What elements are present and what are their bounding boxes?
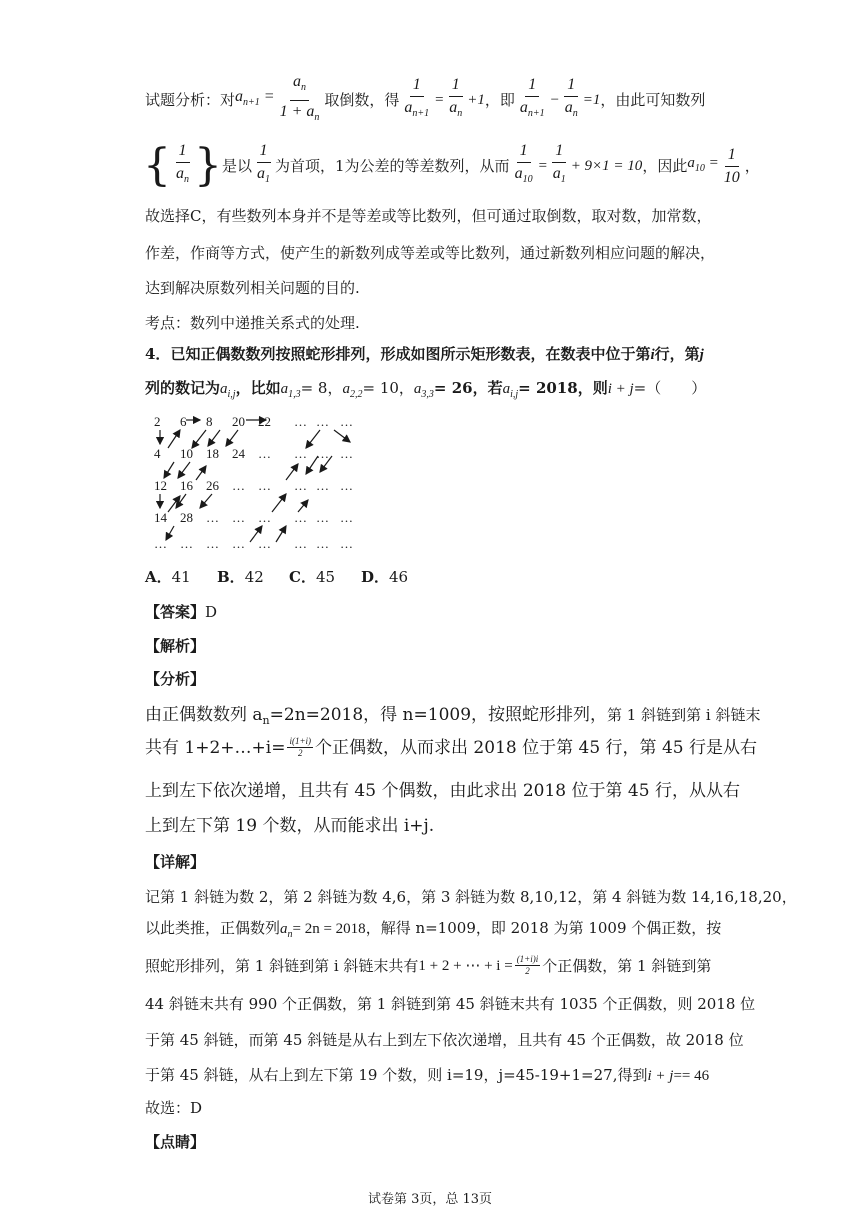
figure-arrow — [176, 494, 186, 508]
xiangjie-label: 【详解】 — [145, 853, 206, 871]
fenxi-sum-fraction: $\frac{i(1+i)}{2}$ — [289, 736, 312, 758]
answer-fraction: $\frac{1}{10}$ — [723, 145, 740, 186]
figure-cell: 14 — [154, 510, 167, 525]
figure-cell: 2 — [154, 414, 161, 429]
figure-cell: … — [294, 510, 307, 525]
question-text-2: 行，第 — [654, 345, 700, 363]
figure-cell: … — [316, 536, 329, 551]
fenxi-label: 【分析】 — [145, 670, 206, 688]
xiangjie-line-6: 于第 45 斜链，从右上到左下第 19 个数，则 i=19，j=45-19+1=27,得到 i + j == 46 — [145, 1066, 710, 1084]
xiangjie-line-7: 故选：D — [145, 1099, 203, 1117]
option-a[interactable]: A．41 — [145, 568, 191, 586]
eq2-fraction-left: $\frac{1}{a_{n+1}}$ — [404, 76, 430, 120]
eq3-fraction-right: $\frac{1}{a_n}$ — [564, 76, 578, 120]
dianjing-label: 【点睛】 — [145, 1133, 206, 1151]
ex2-val: = 10， — [362, 379, 414, 397]
ex1-val: = 8， — [300, 379, 343, 397]
a10-fraction: $\frac{1}{a_{10}}$ — [514, 142, 533, 186]
question-text-4: ，比如 — [235, 379, 281, 397]
page-footer: 试卷第 3页，总 13页 — [367, 1192, 493, 1207]
eq1-lhs: $a_{n+1}$ = — [235, 87, 275, 109]
figure-cell: … — [294, 446, 307, 461]
analysis-line-2: { $\frac{1}{a_n}$ } 是以 $\frac{1}{a_1}$ 为首项，1为公差的等差数列，从而 $\frac{1}{a_{10}}$ = $\frac{1}{a_1}$ + 9×1 = 10 ，因此 $a_{10}$ = $\frac{1}{10}$ ， — [143, 140, 760, 191]
answer-label: 【答案】 — [145, 603, 206, 621]
eq3-fraction-left: $\frac{1}{a_{n+1}}$ — [519, 76, 545, 120]
question-line-2: 列的数记为 $a_{i,j}$ ，比如 $a_{1,3}$ = 8， $a_{2,2}$ = 10， $a_{3,3}$ = 26，若 $a_{i,j}$ = 2018，则 i + j =（ ） — [145, 379, 707, 400]
figure-cell: 12 — [154, 478, 167, 493]
question-text-1: 已知正偶数数列按照蛇形排列，形成如图所示矩形数表，在数表中位于第 — [170, 345, 651, 363]
para-2: 作差，作商等方式，使产生的新数列成等差或等比数列，通过新数列相应问题的解决， — [145, 244, 716, 262]
figure-cell: … — [258, 446, 271, 461]
figure-cell: 26 — [206, 478, 219, 493]
var-j: j — [699, 347, 704, 363]
figure-arrow — [168, 430, 180, 448]
figure-cell: … — [316, 510, 329, 525]
take-reciprocal-text: 取倒数，得 — [324, 91, 400, 109]
figure-cell: … — [154, 536, 167, 551]
figure-cell: … — [258, 510, 271, 525]
figure-cell: 20 — [232, 414, 245, 429]
figure-cell: … — [232, 510, 245, 525]
figure-arrow — [226, 430, 238, 446]
eq2-plus: +1 — [467, 92, 485, 108]
figure-cell: 8 — [206, 414, 213, 429]
figure-cell: 10 — [180, 446, 193, 461]
figure-cell: … — [340, 536, 353, 551]
question-text-3: 列的数记为 — [145, 379, 221, 397]
xiangjie-line-1: 记第 1 斜链为数 2，第 2 斜链为数 4,6，第 3 斜链为数 8,10,12，第 4 斜链为数 14,16,18,20， — [145, 888, 797, 906]
figure-arrow — [272, 494, 286, 512]
figure-arrow — [200, 494, 212, 508]
ask-tail: =（ ） — [633, 379, 707, 397]
figure-cell: … — [232, 478, 245, 493]
eq2-fraction-right: $\frac{1}{a_n}$ — [449, 76, 463, 120]
kaodian: 考点：数列中递推关系式的处理. — [145, 314, 360, 332]
first-term-fraction: $\frac{1}{a_1}$ — [257, 142, 271, 186]
figure-cell: … — [316, 446, 329, 461]
line2-text-1: 是以 — [222, 157, 253, 175]
figure-cell: … — [180, 536, 193, 551]
ex4-val: = 2018，则 — [518, 379, 608, 397]
figure-cell: 24 — [232, 446, 245, 461]
options — [145, 567, 433, 587]
analysis-lead: 试题分析：对 — [145, 91, 236, 109]
figure-arrow — [334, 430, 350, 442]
var-i: i — [650, 347, 655, 363]
fenxi-line-3: 上到左下依次递增，且共有 45 个偶数，由此求出 2018 位于第 45 行，从从右 — [145, 781, 740, 801]
question-number: 4． — [145, 345, 171, 363]
figure-cell: 16 — [180, 478, 193, 493]
eq1-fraction: $\frac{a_n}{1 + a_n}$ — [279, 73, 320, 123]
figure-arrow — [178, 462, 190, 478]
xiangjie-sum-fraction: $\frac{(1+i)i}{2}$ — [516, 954, 539, 976]
figure-cell: 22 — [258, 414, 271, 429]
xiangjie-line-4: 44 斜链末共有 990 个正偶数，第 1 斜链到第 45 斜链末共有 1035 个正偶数，则 2018 位 — [145, 995, 756, 1013]
that-is-text: ，即 — [484, 91, 515, 109]
line2-text-2: 为首项，1为公差的等差数列，从而 — [275, 157, 510, 175]
figure-arrow — [306, 456, 318, 474]
figure-cell: … — [206, 510, 219, 525]
fenxi-line-2: 共有 1+2+…+i= $\frac{i(1+i)}{2}$ 个正偶数，从而求出 2018 位于第 45 行，第 45 行是从右 — [145, 736, 757, 758]
figure-arrow — [166, 526, 174, 540]
option-d[interactable]: D．46 — [361, 568, 409, 586]
fenxi-line-1: 由正偶数数列 $a_n=2n=2018$，得 n=1009，按照蛇形排列，第 1 斜链到第 i 斜链末 — [145, 705, 761, 728]
figure-cell: … — [340, 478, 353, 493]
figure-cell: … — [294, 414, 307, 429]
ask-expr: i + j — [607, 381, 634, 397]
figure-cell: … — [340, 510, 353, 525]
figure-cell: 28 — [180, 510, 193, 525]
figure-cell: … — [294, 478, 307, 493]
seq-fraction: $\frac{1}{a_n}$ — [176, 142, 189, 186]
figure-cell: … — [232, 536, 245, 551]
line2-calc: + 9×1 = 10 — [570, 158, 643, 174]
option-c[interactable]: C．45 — [289, 568, 336, 586]
figure-cell: … — [340, 414, 353, 429]
figure-cell: … — [294, 536, 307, 551]
answer-value: D — [205, 603, 218, 621]
xiangjie-line-3: 照蛇形排列，第 1 斜链到第 i 斜链末共有 1 + 2 + ⋯ + i = $\frac{(1+i)i}{2}$ 个正偶数，第 1 斜链到第 — [145, 954, 712, 976]
figure-cell: … — [258, 536, 271, 551]
a1-fraction: $\frac{1}{a_1}$ — [552, 142, 566, 186]
figure-cell: … — [258, 478, 271, 493]
xiangjie-line-2: 以此类推，正偶数列 $a_n$ = 2n = 2018 ，解得 n=1009，即 2018 为第 1009 个偶正数，按 — [145, 919, 722, 940]
figure-cell: 4 — [154, 446, 161, 461]
conclude-text: ，由此可知数列 — [600, 91, 706, 109]
para-3: 达到解决原数列相关问题的目的. — [145, 279, 360, 297]
ex3-val: = 26，若 — [433, 379, 503, 397]
figure-arrow — [164, 462, 174, 478]
para-1: 故选择C，有些数列本身并不是等差或等比数列，但可通过取倒数，取对数，加常数， — [145, 207, 712, 225]
snake-figure — [146, 408, 372, 553]
xiangjie-line-5: 于第 45 斜链，而第 45 斜链是从右上到左下依次递增，且共有 45 个正偶数，故 2018 位 — [145, 1031, 744, 1049]
figure-cell: 6 — [180, 414, 187, 429]
figure-cell: … — [206, 536, 219, 551]
jiexi-label: 【解析】 — [145, 637, 206, 655]
figure-arrow — [208, 430, 220, 446]
answer — [145, 602, 217, 622]
line2-text-3: ，因此 — [642, 157, 688, 175]
option-b[interactable]: B．42 — [217, 568, 264, 586]
figure-arrow — [276, 526, 286, 542]
figure-arrow — [192, 430, 206, 448]
fenxi-line-4: 上到左下第 19 个数，从而能求出 i+j. — [145, 816, 435, 836]
question-line-1 — [145, 344, 704, 365]
figure-cell: … — [316, 414, 329, 429]
figure-arrow — [196, 466, 206, 480]
analysis-line-1: 试题分析：对 $a_{n+1}$ = $\frac{a_n}{1 + a_n}$ 取倒数，得 $\frac{1}{a_{n+1}}$ = $\frac{1}{a_n}$ +1 ，即 $\frac{1}{a_{n+1}}$ − $\frac{1}{a_n}$ =1 ，由此可知数列 — [145, 80, 705, 120]
figure-cell: 18 — [206, 446, 219, 461]
figure-cell: … — [316, 478, 329, 493]
eq3-equals: =1 — [582, 92, 601, 108]
figure-cell: … — [340, 446, 353, 461]
